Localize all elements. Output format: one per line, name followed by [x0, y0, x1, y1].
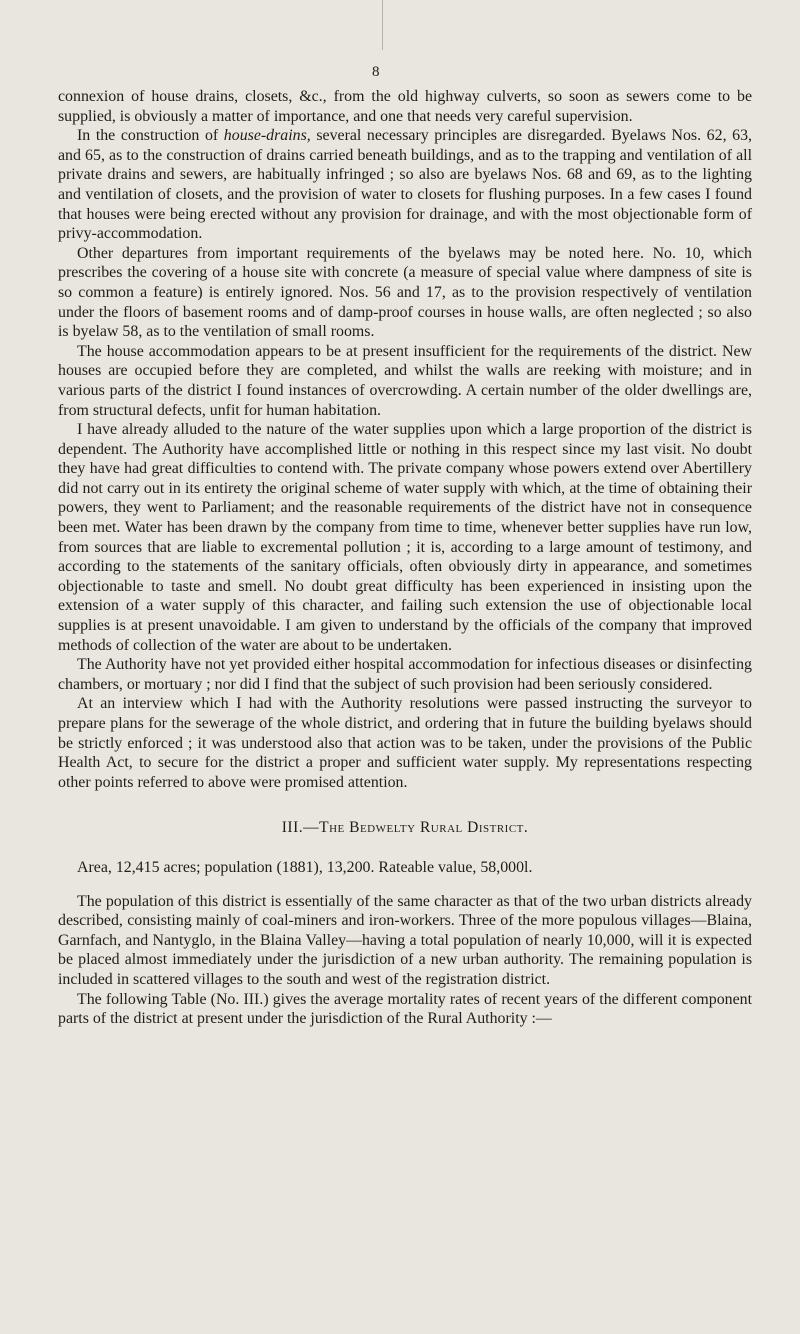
body-text — [58, 87, 752, 1029]
paragraph-house-drains-prefix: In the construction of — [77, 127, 224, 145]
paragraph-house-drains — [58, 126, 752, 244]
paragraph-authority-interview: At an interview which I had with the Authority resolutions were passed instructing the surveyor to prepare plans for the sewerage of the whole district, and ordering that in future the building byelaws should be strictly enforced ; it was understood also that action was to be taken, under the provisions of the Public Health Act, to secure for the district a proper and sufficient water supply. My representations respecting other points referred to above were promised attention. — [58, 695, 752, 791]
scan-artifact-line — [382, 0, 383, 50]
paragraph-water-supplies: I have already alluded to the nature of the water supplies upon which a large proportion of the district is dependent. The Authority have accomplished little or nothing in this respect since my last visit. No doubt they have had great difficulties to contend with. The private company whose powers extend over Abertillery did not carry out in its entirety the original scheme of water supply with which, at the time of obtaining their powers, they went to Parliament; and the reasonable requirements of the district have not in consequence been met. Water has been drawn by the company from time to time, whenever better supplies have run low, from sources that are liable to excremental pollution ; it is, according to a large amount of testimony, and according to the statements of the sanitary officials, often obviously dirty in appearance, and sometimes objectionable to taste and smell. No doubt great difficulty has been experienced in insisting upon the extension of a water supply of this character, and failing such extension the use of objectionable local supplies is at present unavoidable. I am given to understand by the officials of the company that improved methods of collection of the water are about to be undertaken. — [58, 421, 752, 654]
page-number: 8 — [372, 64, 380, 80]
paragraph-byelaw-departures: Other departures from important requirements of the byelaws may be noted here. No. 10, which prescribes the covering of a house site with concrete (a measure of special value where dampness of site is so common a feature) is entirely ignored. Nos. 56 and 17, as to the provision respectively of ventilation under the floors of basement rooms and of damp-proof courses in house walls, are often neglected ; so also is byelaw 58, as to the ventilation of small rooms. — [58, 244, 752, 341]
paragraph-mortality-table-intro: The following Table (No. III.) gives the average mortality rates of recent years of the different component parts of the district at present under the jurisdiction of the Rural Authority :— — [58, 990, 752, 1028]
section-heading: III.—The Bedwelty Rural District. — [281, 819, 529, 837]
district-summary: Area, 12,415 acres; population (1881), 13,200. Rateable value, 58,000l. — [77, 858, 533, 876]
paragraph-house-drains-suffix: several necessary principles are disregarded. Byelaws Nos. 62, 63, and 65, as to the construction of drains carried beneath buildings, and as to the trapping and ventilation of all private drains and sewers, are habitually infringed ; so also are byelaws Nos. 68 and 69, as to the lighting and ventilation of closets, and the provision of water to closets for flushing purposes. In a few cases I found that houses were being erected without any provision for drainage, and with the most objectionable form of privy-accommodation. — [58, 127, 752, 243]
paragraph-district-population: The population of this district is essentially of the same character as that of the two urban districts already described, consisting mainly of coal-miners and iron-workers. Three of the more populous villages—Blaina, Garnfach, and Nantyglo, in the Blaina Valley—having a total population of nearly 10,000, will it is expected be placed almost immediately under the jurisdiction of a new urban authority. The remaining population is included in scattered villages to the south and west of the registration district. — [58, 892, 752, 988]
paragraph-house-accommodation: The house accommodation appears to be at present insufficient for the requirements of the district. New houses are occupied before they are completed, and whilst the walls are reeking with moisture; and in various parts of the district I found instances of overcrowding. A certain number of the older dwellings are, from structural defects, unfit for human habitation. — [58, 342, 752, 419]
paragraph-hospital-accommodation: The Authority have not yet provided either hospital accommodation for infectious diseases or disinfecting chambers, or mortuary ; nor did I find that the subject of such provision had been seriously considered. — [58, 656, 752, 693]
house-drains-italic-term: house-drains, — [223, 127, 311, 145]
paragraph-drain-connexion: connexion of house drains, closets, &c., from the old highway culverts, so soon as sewers come to be supplied, is obviously a matter of importance, and one that needs very careful supervision. — [58, 88, 752, 125]
